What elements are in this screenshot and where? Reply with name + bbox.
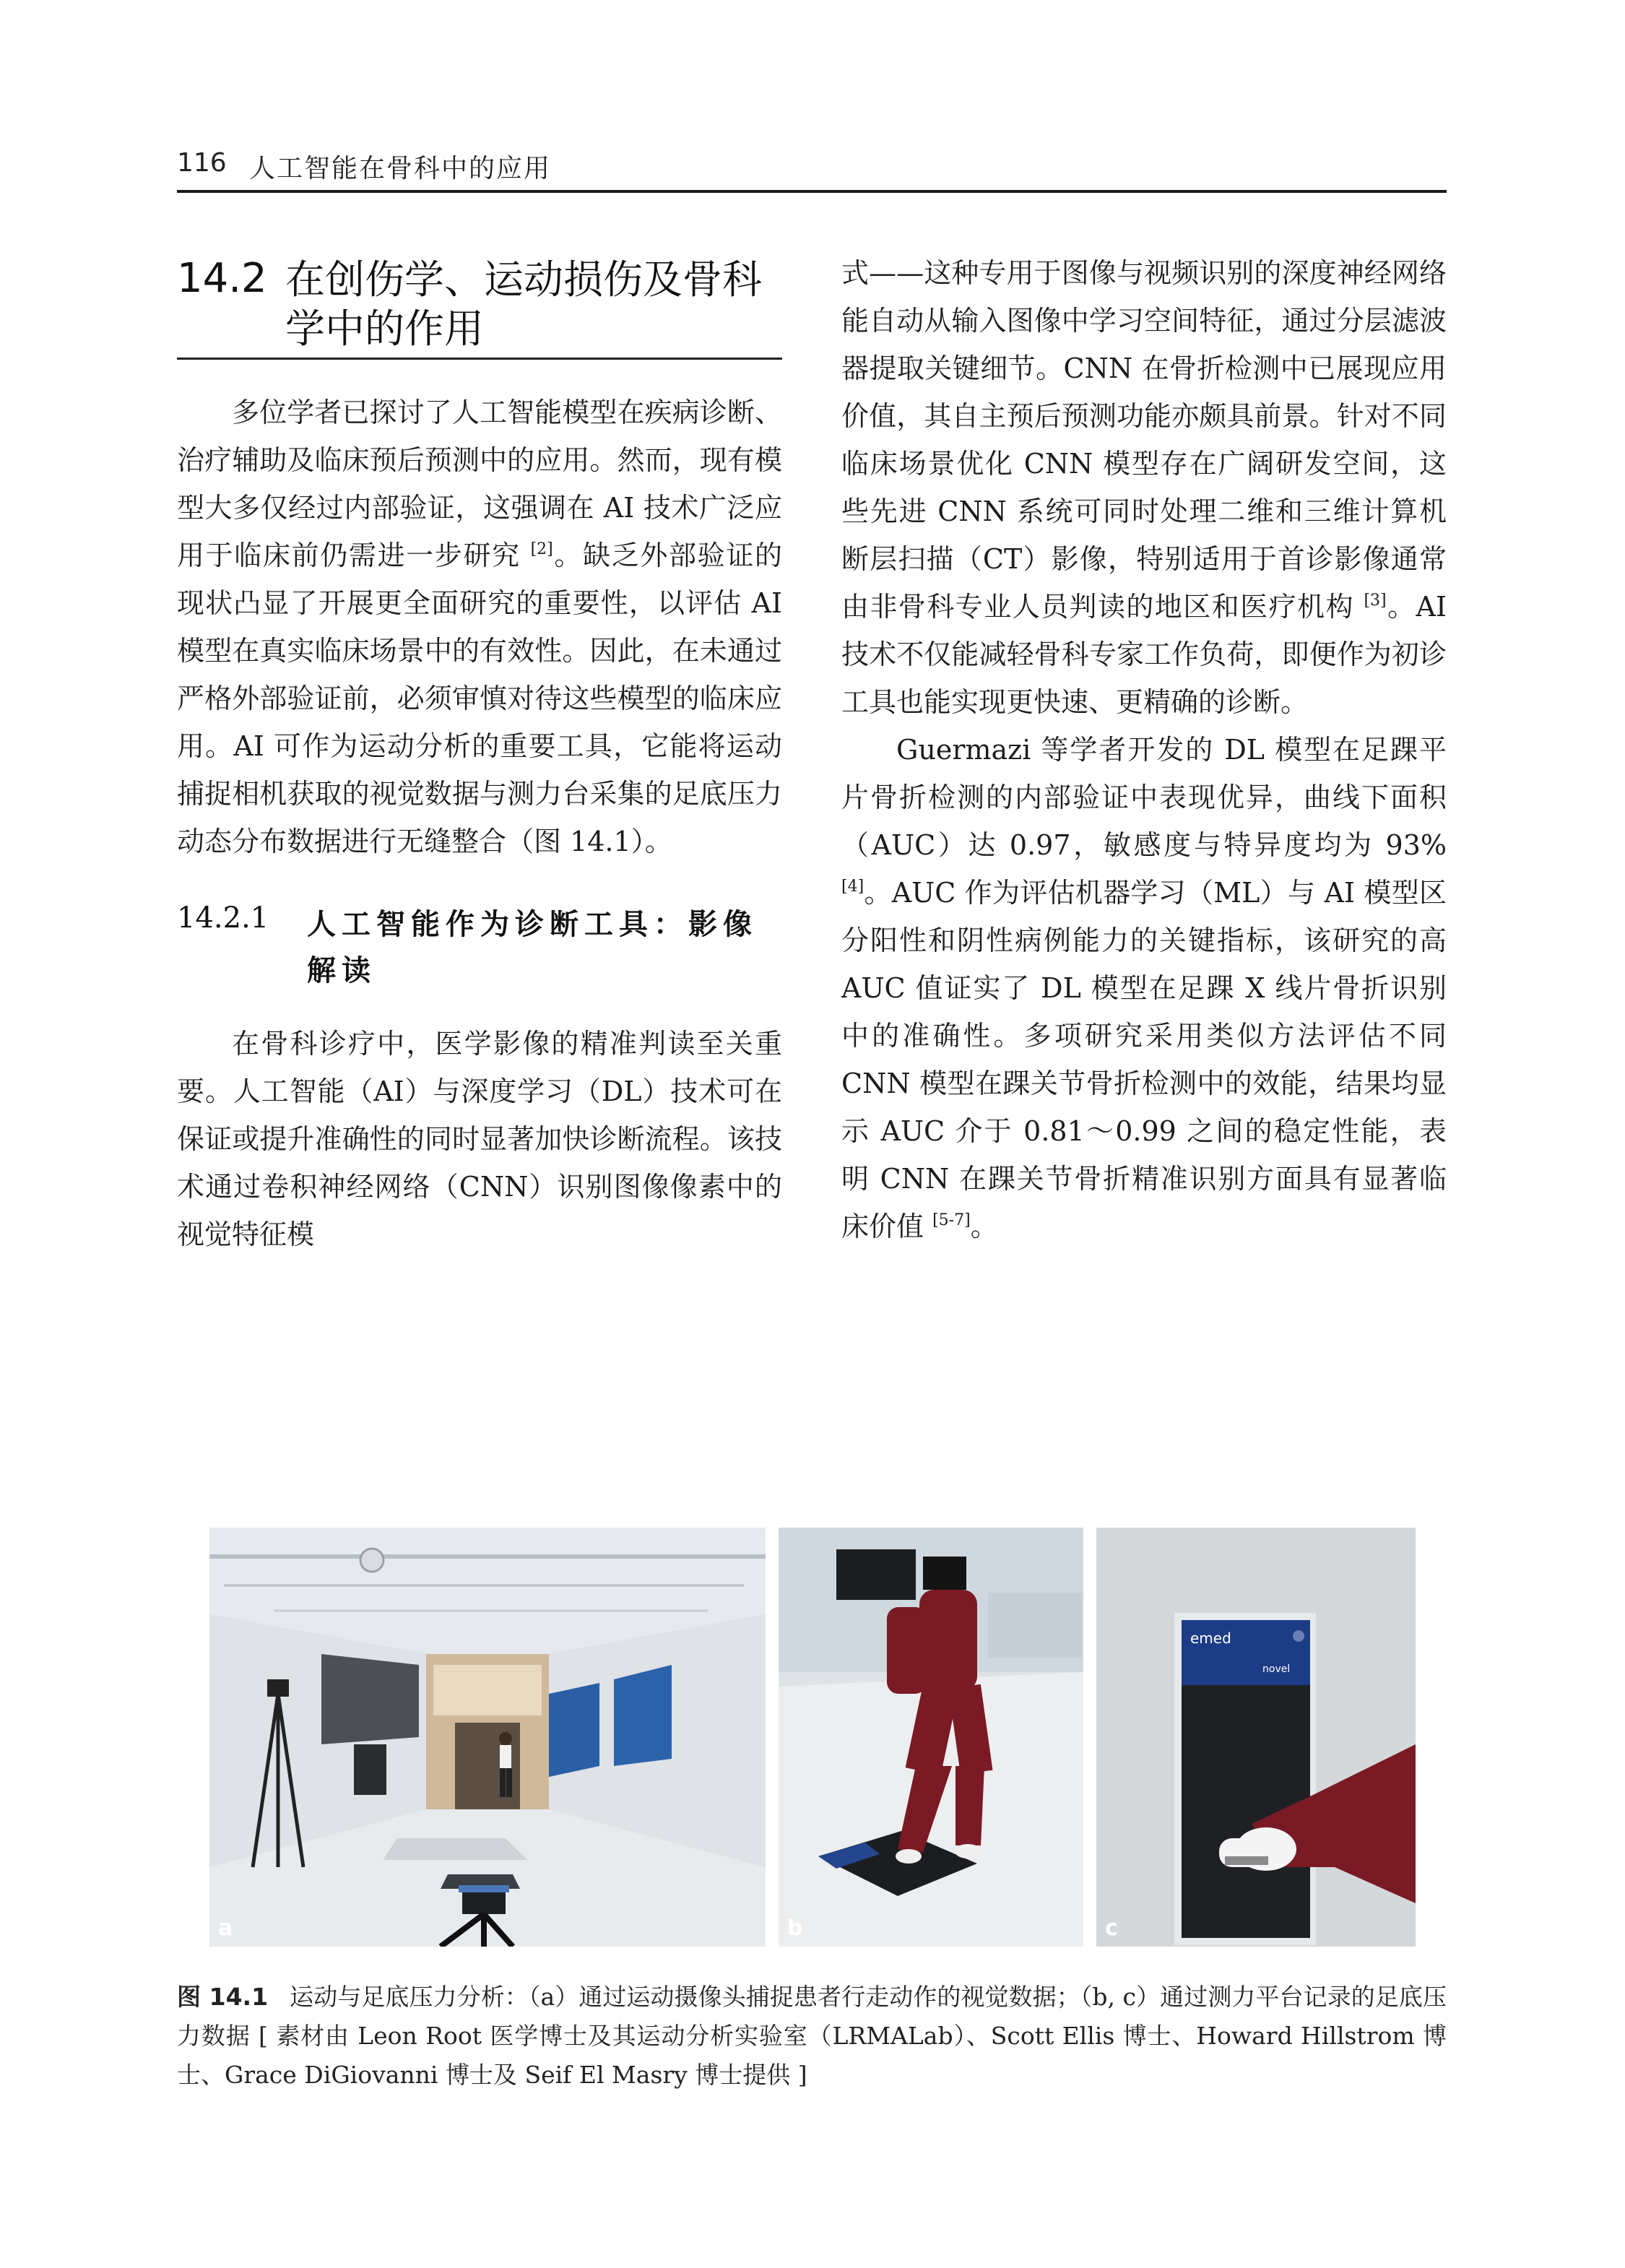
paragraph-text: 。缺乏外部验证的现状凸显了开展更全面研究的重要性，以评估 AI 模型在真实临床场景中的有效性。因此，在未通过严格外部验证前，必须审慎对待这些模型的临床应用。AI 可作为运动分析的重要工具，它能将运动捕捉相机获取的视觉数据与测力台采集的足底压力动态分布数据进行无缝整合（图 14.1）。 xyxy=(177,540,782,857)
pressure-plate-photo xyxy=(1096,1528,1416,1947)
subsection-title: 人工智能作为诊断工具：影像解读 xyxy=(307,907,758,987)
paragraph-text: 多位学者已探讨了人工智能模型在疾病诊断、治疗辅助及临床预后预测中的应用。然而，现有模型大多仅经过内部验证，这强调在 AI 技术广泛应用于临床前仍需进一步研究 xyxy=(177,397,782,571)
panel-label: a xyxy=(218,1916,233,1941)
page-number: 116 xyxy=(177,148,227,178)
subsection-number: 14.2.1 xyxy=(177,901,269,935)
panel-label: b xyxy=(787,1916,803,1941)
citation: [2] xyxy=(530,540,553,558)
mat-brand: emed xyxy=(1190,1629,1231,1647)
subsection-heading xyxy=(177,897,782,991)
mat-sub-brand: novel xyxy=(1262,1663,1291,1675)
figure-panel-b xyxy=(779,1528,1083,1947)
paragraph-text: 。AI 技术不仅能减轻骨科专家工作负荷，即便作为初诊工具也能实现更快速、更精确的诊断。 xyxy=(841,591,1447,718)
section-number: 14.2 xyxy=(177,255,267,302)
caption-text: 运动与足底压力分析：（a）通过运动摄像头捕捉患者行走动作的视觉数据；（b, c）通过测力平台记录的足底压力数据 [ 素材由 Leon Root 医学博士及其运动分析实验室（LRMALab）、Scott Ellis 博士、Howard Hillstrom 博士、Grace DiGiovanni 博士及 Seif El Masry 博士提供 ] xyxy=(177,1983,1447,2089)
running-head xyxy=(177,148,1447,193)
paragraph xyxy=(841,249,1447,726)
section-heading xyxy=(177,249,782,360)
citation: [5-7] xyxy=(932,1211,971,1229)
panel-label: c xyxy=(1105,1916,1118,1941)
figure-panel-a xyxy=(209,1528,766,1947)
motion-lab-photo xyxy=(209,1528,766,1947)
figure-14-1 xyxy=(209,1528,1416,1947)
figure-caption xyxy=(177,1978,1447,2095)
left-column xyxy=(177,249,782,1258)
paragraph xyxy=(177,389,782,865)
paragraph: 在骨科诊疗中，医学影像的精准判读至关重要。人工智能（AI）与深度学习（DL）技术可在保证或提升准确性的同时显著加快诊断流程。该技术通过卷积神经网络（CNN）识别图像像素中的视觉特征模 xyxy=(177,1028,782,1250)
paragraph-text: Guermazi 等学者开发的 DL 模型在足踝平片骨折检测的内部验证中表现优异，曲线下面积（AUC）达 0.97，敏感度与特异度均为 93% xyxy=(841,734,1447,861)
caption-label: 图 14.1 xyxy=(177,1983,269,2011)
right-column xyxy=(841,249,1447,1250)
citation: [4] xyxy=(841,878,864,896)
paragraph xyxy=(841,726,1447,1250)
figure-panel-c xyxy=(1096,1528,1416,1947)
gait-walk-photo xyxy=(779,1528,1083,1947)
section-title: 在创伤学、运动损伤及骨科学中的作用 xyxy=(285,256,763,352)
paragraph-text: 。 xyxy=(970,1211,998,1242)
citation: [3] xyxy=(1364,592,1387,610)
paragraph-text: 式——这种专用于图像与视频识别的深度神经网络能自动从输入图像中学习空间特征，通过分层滤波器提取关键细节。CNN 在骨折检测中已展现应用价值，其自主预后预测功能亦颇具前景。针对不同临床场景优化 CNN 模型存在广阔研发空间，这些先进 CNN 系统可同时处理二维和三维计算机断层扫描（CT）影像，特别适用于首诊影像通常由非骨科专业人员判读的地区和医疗机构 xyxy=(841,257,1447,623)
book-title: 人工智能在骨科中的应用 xyxy=(249,154,552,183)
paragraph-text: 。AUC 作为评估机器学习（ML）与 AI 模型区分阳性和阴性病例能力的关键指标，该研究的高 AUC 值证实了 DL 模型在足踝 X 线片骨折识别中的准确性。多项研究采用类似方法评估不同 CNN 模型在踝关节骨折检测中的效能，结果均显示 AUC 介于 0.81～0.99 之间的稳定性能，表明 CNN 在踝关节骨折精准识别方面具有显著临床价值 xyxy=(841,877,1447,1242)
